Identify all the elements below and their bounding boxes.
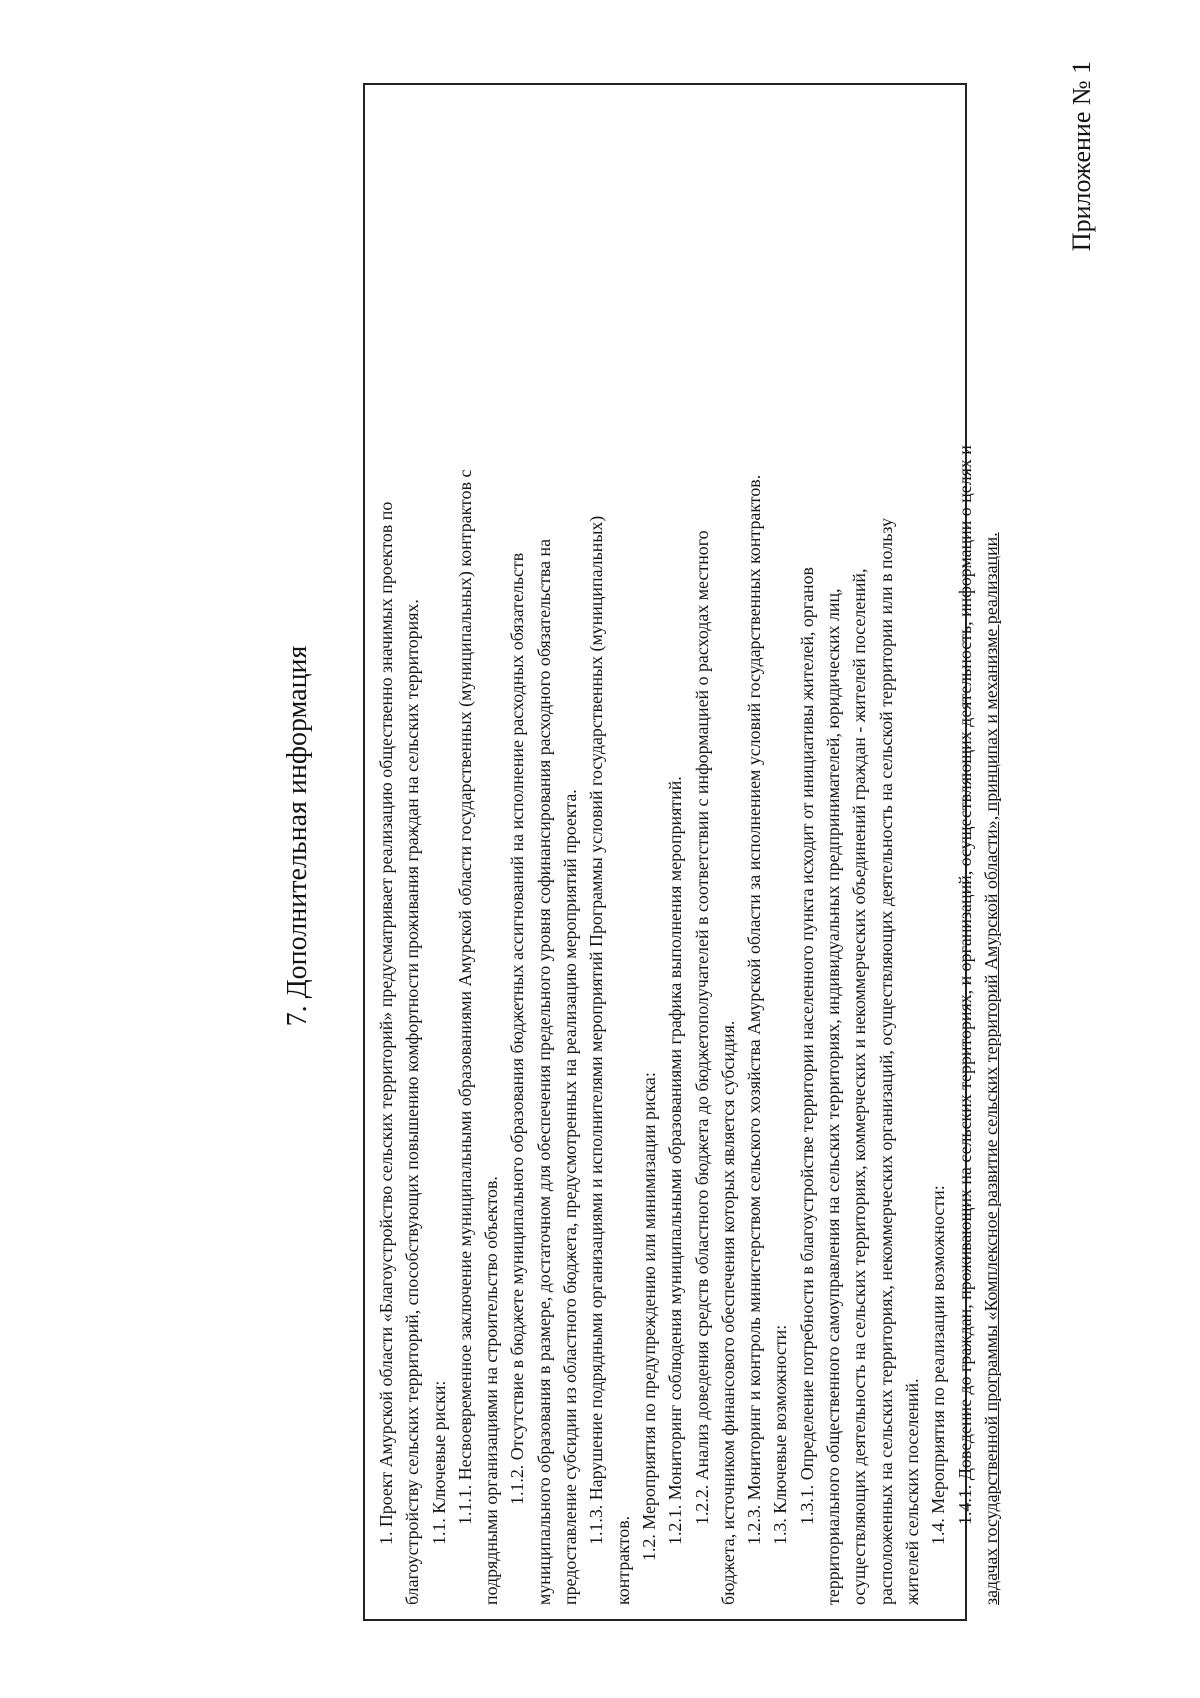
text-line: расположенных на сельских территориях, некоммерческих организаций, осуществляющих деятельность на сельской территории или в пользу <box>875 518 896 1605</box>
text-line: подрядными организациями на строительство объектов. <box>481 1176 502 1605</box>
info-box <box>363 83 1001 1621</box>
text-line: 1.4. Мероприятия по реализации возможности: <box>928 1185 949 1545</box>
text-line: муниципального образования в размере, достаточном для обеспечения предельного уровня софинансирования расходного обязательства на <box>533 538 554 1605</box>
text-line: 1. Проект Амурской области «Благоустройство сельских территорий» предусматривает реализацию общественно значимых проектов по <box>376 501 396 1545</box>
text-line: благоустройству сельских территорий, способствующих повышению комфортности проживания граждан на сельских территориях. <box>402 599 423 1605</box>
text-line: контрактов. <box>612 1515 633 1605</box>
text-line: бюджета, источником финансового обеспечения которых является субсидия. <box>717 1020 738 1605</box>
text-line: 1.2.3. Мониторинг и контроль министерством сельского хозяйства Амурской области за исполнением условий государственных контрактов. <box>744 474 765 1545</box>
text-line: 1.3. Ключевые возможности: <box>770 1324 791 1545</box>
text-line: 1.1.3. Нарушение подрядными организациями и исполнителями мероприятий Программы условий государственных (муниципальных) <box>586 515 607 1545</box>
text-line: территориального общественного самоуправления на сельских территориях, индивидуальных предпринимателей, юридических лиц, <box>823 588 844 1605</box>
text-line: 1.2.2. Анализ доведения средств областного бюджета до бюджетополучателей в соответствии с информацией о расходах местного <box>691 530 712 1525</box>
text-line: предоставление субсидии из областного бюджета, предусмотренных на реализацию мероприятий проекта. <box>560 789 581 1605</box>
text-line: 1.3.1. Определение потребности в благоустройстве территории населенного пункта исходит от инициативы жителей, органов <box>796 567 817 1525</box>
section-title: 7. Дополнительная информация <box>282 645 313 1027</box>
text-line: 1.4.1. Доведение до граждан, проживающих на сельских территориях, и организаций, осуществляющих деятельность, информации о целях и <box>954 445 975 1525</box>
text-line: 1.1.1. Несвоевременное заключение муниципальными образованиями Амурской области государственных (муниципальных) контрактов с <box>454 469 475 1525</box>
text-line: 1.1. Ключевые риски: <box>428 1380 449 1545</box>
appendix-label: Приложение № 1 <box>1067 60 1096 252</box>
text-line: осуществляющих деятельность на сельских территориях, коммерческих и некоммерческих объединений граждан - жителей поселений, <box>849 568 870 1605</box>
rotated-content <box>267 51 1007 1621</box>
text-line: 1.1.2. Отсутствие в бюджете муниципального образования бюджетных ассигнований на исполнение расходных обязательств <box>507 552 528 1505</box>
text-line: 1.2. Мероприятия по предупреждению или минимизации риска: <box>638 1072 659 1561</box>
text-line: 1.2.1. Мониторинг соблюдения муниципальными образованиями графика выполнения мероприятий. <box>665 776 686 1545</box>
text-line: жителей сельских поселений. <box>901 1378 922 1605</box>
text-line: задачах государственной программы «Комплексное развитие сельских территорий Амурской области», принципах и механизме реализации. <box>980 532 1001 1605</box>
